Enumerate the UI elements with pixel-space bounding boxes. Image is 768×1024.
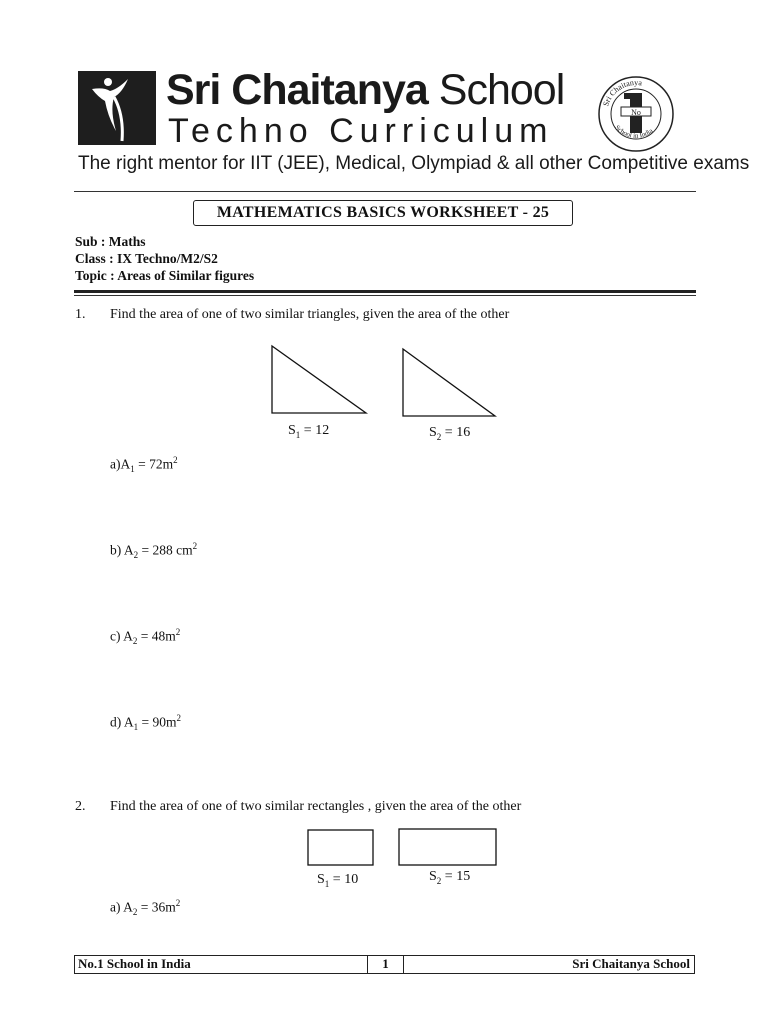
page-footer — [74, 955, 695, 974]
header-divider — [74, 191, 696, 192]
rectangle-1 — [308, 830, 373, 865]
svg-text:No: No — [631, 108, 641, 117]
similar-triangles-figure — [268, 343, 500, 421]
meta-divider-thick — [74, 290, 696, 293]
question-1-option-a: $a)A_1 = 72m^2$ — [110, 455, 178, 475]
brand-subtitle: Techno Curriculum — [168, 112, 554, 150]
question-1-number: 1. — [75, 307, 86, 322]
footer-left-text: No.1 School in India — [75, 956, 368, 973]
question-2-number: 2. — [75, 799, 86, 814]
triangle-2-side-label: $S_2 = 16$ — [429, 425, 471, 442]
tagline: The right mentor for IIT (JEE), Medical, Olympiad & all other Competitive exams — [78, 153, 750, 174]
question-1-option-c: c) $A_2 = 48m^2$ — [110, 627, 181, 647]
number-one-seal — [597, 75, 675, 153]
question-2-text: Find the area of one of two similar rectangles , given the area of the other — [110, 799, 522, 814]
rectangle-2 — [399, 829, 496, 865]
question-1-text: Find the area of one of two similar triangles, given the area of the other — [110, 307, 510, 322]
school-logo — [78, 71, 156, 145]
svg-text:School in India: School in India — [613, 123, 655, 140]
worksheet-title: MATHEMATICS BASICS WORKSHEET - 25 — [193, 200, 573, 226]
rectangle-1-side-label: $S_1 = 10$ — [317, 872, 359, 889]
class-label: Class : IX Techno/M2/S2 — [75, 251, 218, 266]
similar-rectangles-figure — [305, 826, 501, 870]
svg-text:Sri Chaitanya: Sri Chaitanya — [601, 77, 643, 108]
question-1-option-d: d) $A_1 = 90m^2$ — [110, 713, 181, 733]
triangle-2 — [403, 349, 495, 416]
rectangle-2-side-label: $S_2 = 15$ — [429, 869, 471, 886]
brand-name: Sri Chaitanya School — [166, 66, 565, 114]
subject-label: Sub : Maths — [75, 234, 146, 249]
footer-right-text: Sri Chaitanya School — [572, 956, 690, 971]
page-number: 1 — [368, 956, 404, 973]
triangle-1 — [272, 346, 366, 413]
question-2-option-a: a) $A_2 = 36m^2$ — [110, 898, 181, 918]
topic-label: Topic : Areas of Similar figures — [75, 268, 255, 283]
meta-divider-thin — [74, 295, 696, 296]
triangle-1-side-label: $S_1 = 12$ — [288, 423, 330, 440]
question-1-option-b: b) $A_2 = 288$ $cm^2$ — [110, 541, 198, 561]
